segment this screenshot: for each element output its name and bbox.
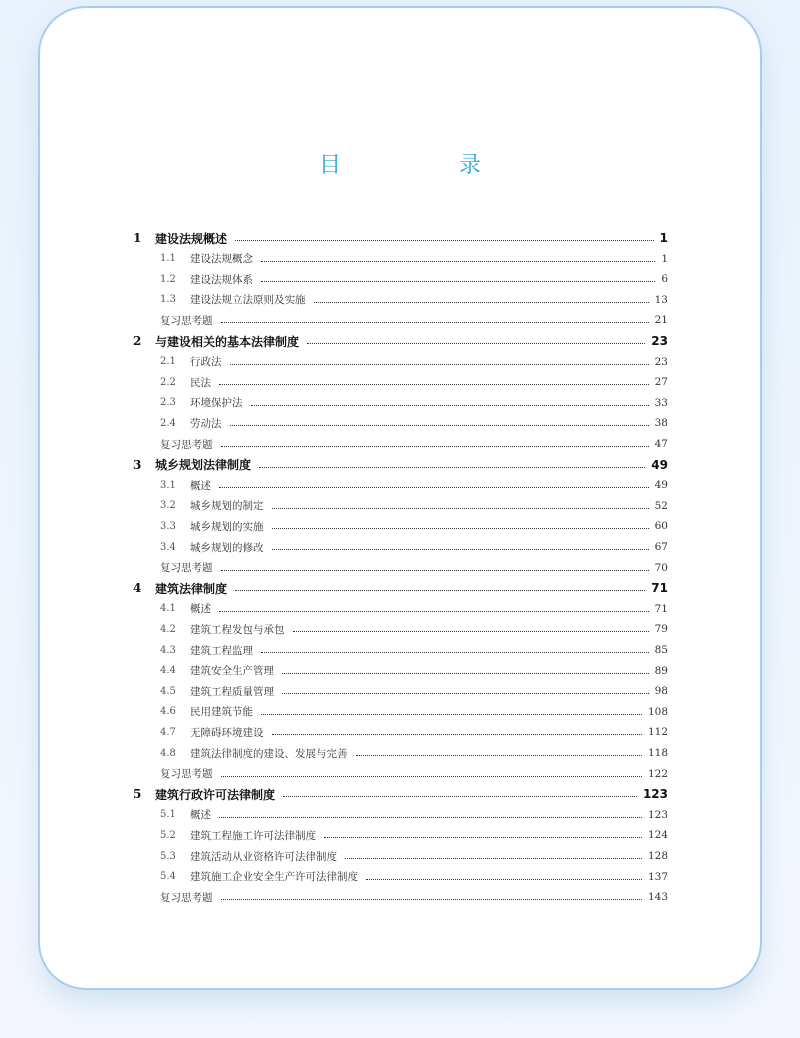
leader-dots [219,486,649,488]
toc-page-number: 70 [654,561,668,574]
toc-review-row[interactable] [0,434,668,454]
toc-page-number: 143 [647,891,668,904]
toc-chapter-row[interactable] [0,578,668,598]
toc-label: 复习思考题 [160,891,213,904]
toc-number: 4 [133,581,142,596]
toc-section-row[interactable] [0,681,668,701]
toc-section-row[interactable] [0,516,668,536]
toc-label: 建筑法律制度 [155,581,228,596]
toc-page-number: 124 [647,829,668,842]
toc-page-number: 6 [661,273,668,286]
leader-dots [283,795,637,797]
leader-dots [314,301,649,303]
toc-page-number: 38 [654,417,668,430]
leader-dots [324,836,642,838]
toc-label: 城乡规划法律制度 [155,458,252,473]
toc-page-number: 1 [661,252,668,265]
leader-dots [272,548,649,550]
toc-label: 复习思考题 [160,438,213,451]
toc-number: 2 [133,334,142,348]
toc-page-number: 67 [654,541,668,553]
toc-number: 4.6 [160,706,176,718]
toc-number: 1 [133,231,142,245]
toc-label: 城乡规划的制定 [190,500,264,513]
toc-section-row[interactable] [0,743,668,763]
toc-section-row[interactable] [0,352,668,372]
toc-number: 5 [133,787,142,802]
toc-page-number: 52 [654,499,668,512]
toc-label: 建筑施工企业安全生产许可法律制度 [190,871,358,884]
leader-dots [235,589,645,591]
leader-dots [261,713,642,715]
toc-review-row[interactable] [0,887,668,907]
toc-number: 2.2 [160,376,176,388]
toc-label: 概述 [190,809,211,822]
leader-dots [230,424,649,426]
toc-page-number: 98 [654,685,668,698]
leader-dots [272,527,649,529]
toc-page-number: 1 [659,231,668,245]
toc-section-row[interactable] [0,537,668,557]
toc-section-row[interactable] [0,599,668,619]
toc-section-row[interactable] [0,702,668,722]
toc-label: 无障碍环境建设 [190,726,264,739]
leader-dots [261,280,655,282]
toc-page-number: 89 [654,664,668,677]
leader-dots [282,692,649,694]
toc-number: 2.1 [160,356,176,368]
toc-chapter-row[interactable] [0,331,668,351]
toc-section-row[interactable] [0,661,668,681]
toc-label: 复习思考题 [160,768,213,781]
toc-page-number: 71 [651,581,668,596]
toc-label: 概述 [190,603,211,616]
toc-label: 环境保护法 [190,397,243,410]
toc-section-row[interactable] [0,249,668,269]
toc-label: 复习思考题 [160,562,213,575]
toc-label: 行政法 [190,356,222,369]
toc-page-number: 47 [654,438,668,450]
toc-page-number: 13 [654,293,668,306]
toc-label: 复习思考题 [160,314,213,327]
toc-page-number: 60 [654,520,668,533]
toc-section-row[interactable] [0,805,668,825]
leader-dots [356,754,642,756]
toc-label: 建筑工程质量管理 [190,685,274,698]
toc-section-row[interactable] [0,290,668,310]
toc-number: 4.4 [160,665,176,677]
toc-label: 建筑工程监理 [190,644,253,657]
toc-label: 建设法规体系 [190,273,253,286]
leader-dots [235,239,654,241]
toc-label: 建设法规立法原则及实施 [190,294,306,307]
toc-section-row[interactable] [0,269,668,289]
leader-dots [272,507,649,509]
toc-label: 城乡规划的修改 [190,541,264,554]
leader-dots [366,878,642,880]
toc-label: 城乡规划的实施 [190,520,264,533]
toc-number: 5.3 [160,850,176,862]
toc-number: 3 [133,457,142,472]
toc-label: 建设法规概述 [155,231,228,246]
toc-number: 5.2 [160,829,176,841]
toc-page-number: 49 [654,479,668,492]
toc-number: 4.5 [160,685,176,697]
toc-label: 建筑工程发包与承包 [190,623,285,636]
toc-page-number: 108 [647,705,668,718]
toc-number: 3.3 [160,520,176,532]
toc-label: 建筑法律制度的建设、发展与完善 [190,747,348,760]
toc-page-number: 23 [651,334,668,348]
toc-label: 建筑活动从业资格许可法律制度 [190,850,337,863]
toc-label: 建筑工程施工许可法律制度 [190,829,316,842]
toc-page-number: 79 [654,623,668,636]
leader-dots [221,898,642,900]
toc-number: 1.2 [160,273,176,285]
toc-number: 4.7 [160,726,176,738]
toc-number: 3.4 [160,541,176,553]
toc-page-number: 123 [642,787,668,802]
toc-label: 民用建筑节能 [190,706,253,719]
toc-section-row[interactable] [0,496,668,516]
toc-number: 4.1 [160,603,176,615]
leader-dots [219,610,649,612]
leader-dots [345,857,642,859]
toc-number: 2.4 [160,417,176,429]
toc-page-number: 123 [647,808,668,821]
toc-label: 建设法规概念 [190,253,253,266]
leader-dots [251,404,649,406]
toc-page-number: 122 [647,767,668,780]
leader-dots [219,383,649,385]
toc-section-row[interactable] [0,413,668,433]
leader-dots [230,363,649,365]
toc-page-number: 49 [651,457,668,472]
toc-section-row[interactable] [0,372,668,392]
leader-dots [221,321,649,323]
toc-section-row[interactable] [0,867,668,887]
leader-dots [259,466,645,468]
leader-dots [221,775,642,777]
toc-chapter-row[interactable] [0,228,668,248]
leader-dots [307,342,645,344]
leader-dots [272,733,642,735]
toc-number: 5.1 [160,809,176,821]
toc-label: 民法 [190,376,211,389]
toc-page-number: 85 [654,644,668,656]
toc-chapter-row[interactable] [0,784,668,804]
leader-dots [221,445,649,447]
leader-dots [293,630,649,632]
toc-title: 目 录 [318,153,529,178]
toc-section-row[interactable] [0,825,668,845]
toc-number: 3.2 [160,500,176,512]
toc-page-number: 27 [654,376,668,389]
toc-section-row[interactable] [0,619,668,639]
leader-dots [221,569,649,571]
toc-section-row[interactable] [0,846,668,866]
toc-page-number: 112 [647,726,668,739]
toc-label: 劳动法 [190,417,222,430]
toc-number: 4.8 [160,747,176,759]
toc-label: 与建设相关的基本法律制度 [155,334,300,349]
toc-page-number: 118 [647,747,668,759]
leader-dots [261,651,649,653]
toc-number: 1.3 [160,294,176,306]
toc-section-row[interactable] [0,393,668,413]
toc-review-row[interactable] [0,558,668,578]
toc-section-row[interactable] [0,722,668,742]
leader-dots [282,672,649,674]
toc-label: 概述 [190,479,211,492]
toc-review-row[interactable] [0,310,668,330]
toc-number: 5.4 [160,871,176,883]
leader-dots [219,816,642,818]
toc-number: 4.3 [160,644,176,656]
toc-number: 1.1 [160,253,176,265]
toc-number: 4.2 [160,623,176,635]
toc-page-number: 21 [654,314,668,327]
toc-page-number: 23 [654,355,668,368]
toc-section-row[interactable] [0,640,668,660]
toc-page-number: 128 [647,850,668,862]
toc-page-number: 33 [654,396,668,409]
toc-review-row[interactable] [0,764,668,784]
toc-chapter-row[interactable] [0,455,668,475]
toc-label: 建筑安全生产管理 [190,665,274,678]
toc-page-number: 137 [647,870,668,883]
toc-number: 3.1 [160,479,176,491]
toc-number: 2.3 [160,397,176,409]
toc-label: 建筑行政许可法律制度 [155,787,276,802]
leader-dots [261,260,655,262]
toc-section-row[interactable] [0,475,668,495]
toc-page-number: 71 [654,602,668,615]
